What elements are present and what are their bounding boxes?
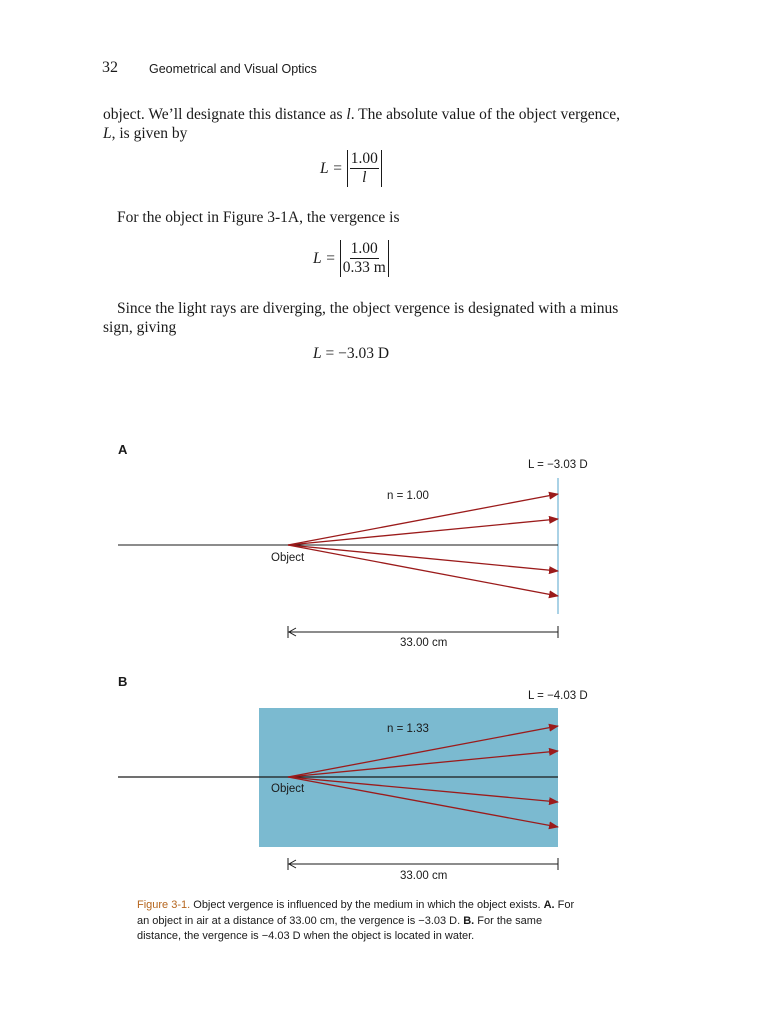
panel-a-distance-label: 33.00 cm — [400, 637, 448, 649]
panel-a-label: A — [118, 442, 128, 457]
panel-b-object-label: Object — [271, 783, 305, 795]
panel-b-distance-label: 33.00 cm — [400, 870, 448, 882]
caption-label-a: A. — [543, 899, 555, 911]
page-number: 32 — [102, 59, 118, 76]
eq1-numerator: 1.00 — [350, 150, 378, 167]
panel-b-vergence-label: L = −4.03 D — [528, 690, 588, 702]
paragraph-2: For the object in Figure 3-1A, the vergence is — [117, 209, 400, 226]
eq2-numerator: 1.00 — [350, 240, 378, 257]
panel-b-label: B — [118, 674, 128, 689]
eq2-denominator: 0.33 m — [342, 259, 386, 276]
panel-b — [118, 674, 588, 882]
panel-a-ray-3 — [288, 545, 558, 571]
caption-figure-number: Figure 3-1. — [137, 899, 191, 911]
panel-a-object-label: Object — [271, 552, 305, 564]
panel-a-ray-4 — [288, 545, 558, 596]
para1-text-c: , is given by — [111, 125, 188, 142]
panel-a-vergence-label: L = −3.03 D — [528, 459, 588, 471]
caption-text-2: For an object in air at a distance of 33.00 cm, the vergence is −3.03 D. — [137, 899, 575, 927]
para1-text-b: . The absolute value of the object vergence, — [350, 106, 620, 123]
eq2-lhs: L = — [313, 249, 336, 267]
eq3-lhs: L — [313, 345, 322, 362]
panel-a-ray-2 — [288, 519, 558, 545]
caption-label-b: B. — [463, 914, 475, 927]
eq1-lhs: L = — [320, 159, 343, 177]
panel-a-medium-label: n = 1.00 — [387, 490, 429, 502]
eq1-denominator: l — [362, 169, 367, 186]
para1-text-a: object. We’ll designate this distance as — [103, 106, 347, 123]
eq3-rhs: = −3.03 D — [325, 345, 390, 362]
figure-caption — [137, 898, 577, 945]
panel-b-medium-label: n = 1.33 — [387, 723, 429, 735]
paragraph-3: Since the light rays are diverging, the object vergence is designated with a minus sign, giving — [103, 300, 619, 336]
caption-text-1: Object vergence is influenced by the medium in which the object exists. — [190, 899, 544, 911]
panel-a — [118, 442, 588, 649]
running-title: Geometrical and Visual Optics — [149, 62, 317, 76]
para1-var-L: L — [103, 125, 112, 142]
para1-var-l: l — [346, 106, 351, 123]
caption-text-3: For the same distance, the vergence is −4.03 D when the object is located in water. — [137, 914, 543, 942]
